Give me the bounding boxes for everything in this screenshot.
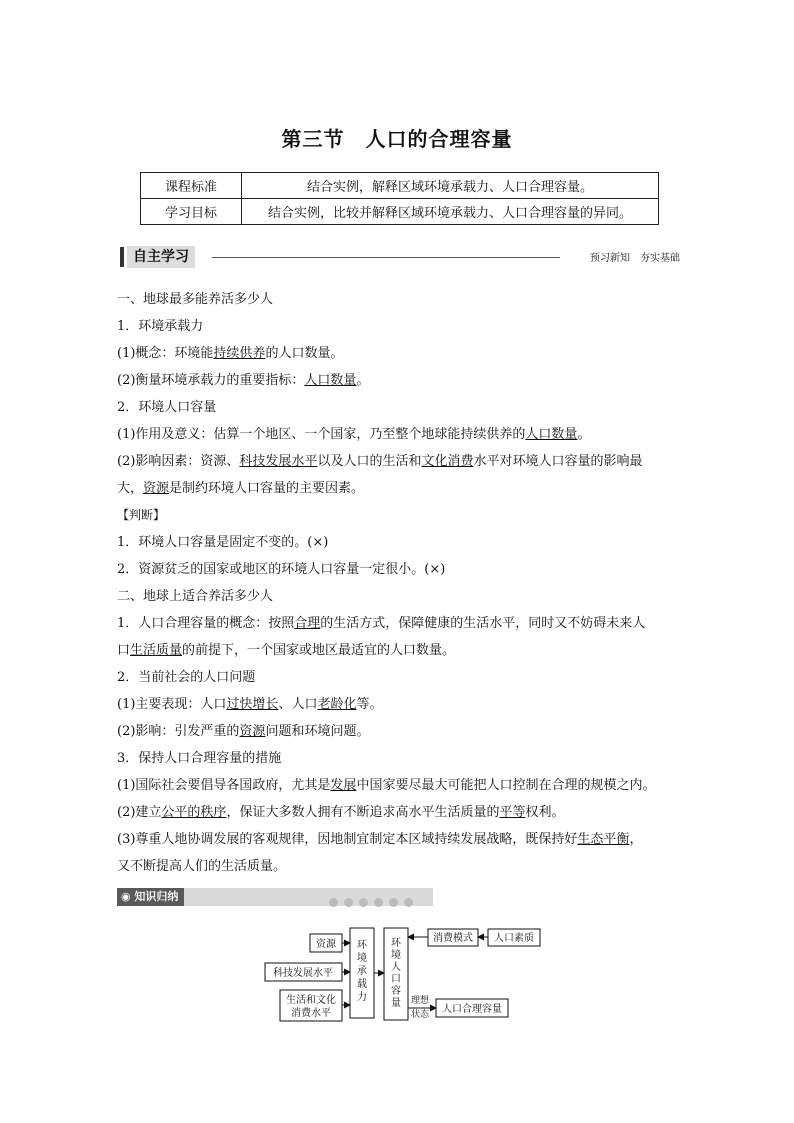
- popcap-char: 量: [391, 998, 401, 1009]
- capacity-char: 载: [357, 979, 367, 990]
- capacity-char: 境: [357, 953, 367, 964]
- life-text-2: 消费水平: [291, 1008, 331, 1019]
- page-title: 第三节 人口的合理容量: [281, 127, 513, 151]
- text-line: [117, 772, 687, 799]
- knowledge-summary-header: [117, 888, 433, 906]
- capacity-char: 环: [357, 940, 367, 951]
- answer-blank: 资源: [143, 481, 170, 496]
- text-segment: 。: [577, 427, 591, 442]
- text-segment: (2)影响因素：资源、: [117, 454, 240, 469]
- subheading-line: 1．环境承载力: [117, 319, 204, 334]
- judge-label: 【判断】: [117, 508, 166, 522]
- answer-blank: 科技发展水平: [239, 454, 318, 469]
- text-line: [117, 367, 687, 394]
- section-bar: [120, 247, 124, 267]
- section-rule: [212, 257, 560, 258]
- text-line: [117, 718, 687, 745]
- answer-blank: 生活质量: [130, 643, 183, 658]
- text-segment: 水平对环境人口容量的影响最: [473, 454, 643, 469]
- answer-blank: 人口数量: [304, 373, 357, 388]
- table-row: [141, 199, 659, 225]
- popcap-char: 口: [391, 974, 401, 985]
- popcap-char: 人: [391, 962, 401, 973]
- answer-blank: 人口数量: [525, 427, 578, 442]
- tech-text: 科技发展水平: [273, 968, 333, 979]
- answer-blank: 资源: [239, 724, 266, 739]
- text-line: [117, 448, 687, 475]
- text-segment: 1．人口合理容量的概念：按照: [117, 616, 295, 631]
- heading-line: 二、地球上适合养活多少人: [117, 589, 274, 604]
- text-segment: (3)尊重人地协调发展的客观规律，因地制宜制定本区域持续发展战略，既保持好: [117, 832, 578, 847]
- knowledge-label: ◉ 知识归纳: [117, 888, 184, 906]
- text-segment: 的前提下，一个国家或地区最适宜的人口数量。: [182, 643, 456, 658]
- text-line: [117, 691, 687, 718]
- concept-diagram: [262, 924, 552, 1024]
- text-segment: ，: [629, 832, 643, 847]
- reasonable-text: 人口合理容量: [442, 1004, 502, 1015]
- popcap-char: 容: [391, 986, 401, 997]
- answer-blank: 老龄化: [317, 697, 357, 712]
- answer-blank: 公平的秩序: [161, 805, 227, 820]
- text-segment: 、人口: [278, 697, 318, 712]
- table-value: 结合实例，解释区域环境承载力、人口合理容量。: [242, 173, 659, 199]
- text-segment: (1)主要表现：人口: [117, 697, 227, 712]
- ideal-text-1: 理想: [410, 996, 430, 1006]
- text-line: [117, 637, 687, 664]
- text-segment: (1)国际社会要倡导各国政府，尤其是: [117, 778, 331, 793]
- capacity-char: 力: [357, 992, 367, 1003]
- text-line: [117, 826, 687, 853]
- judge-item: 1．环境人口容量是固定不变的。(×): [117, 535, 329, 550]
- answer-blank: 生态平衡: [577, 832, 630, 847]
- decorative-dots: [329, 892, 419, 911]
- capacity-char: 承: [357, 966, 367, 977]
- text-segment: 问题和环境问题。: [265, 724, 370, 739]
- resource-text: 资源: [316, 939, 336, 950]
- text-segment: 中国家要尽最大可能把人口控制在合理的规模之内。: [356, 778, 656, 793]
- text-segment: (2)衡量环境承载力的重要指标：: [117, 373, 305, 388]
- text-segment: (2)建立: [117, 805, 162, 820]
- heading-line: 一、地球最多能养活多少人: [117, 292, 274, 307]
- popcap-char: 境: [391, 950, 401, 961]
- judge-item: 2．资源贫乏的国家或地区的环境人口容量一定很小。(×): [117, 562, 446, 577]
- text-line: [117, 799, 687, 826]
- text-line: [117, 421, 687, 448]
- consumption-text: 消费模式: [433, 933, 473, 944]
- quality-text: 人口素质: [494, 933, 534, 944]
- text-line: 又不断提高人们的生活质量。: [117, 859, 287, 874]
- text-segment: ，保证大多数人拥有不断追求高水平生活质量的: [226, 805, 500, 820]
- answer-blank: 发展: [330, 778, 357, 793]
- text-segment: 等。: [356, 697, 383, 712]
- table-row: [141, 173, 659, 199]
- text-segment: 权利。: [525, 805, 565, 820]
- text-segment: 的生活方式，保障健康的生活水平，同时又不妨碍未来人: [320, 616, 646, 631]
- section-header: [120, 246, 680, 268]
- text-segment: 以及人口的生活和: [317, 454, 422, 469]
- life-text-1: 生活和文化: [286, 995, 336, 1006]
- text-segment: 。: [356, 373, 370, 388]
- answer-blank: 持续供养: [213, 346, 266, 361]
- popcap-char: 环: [391, 938, 401, 949]
- section-tagline: 预习新知 夯实基础: [590, 253, 680, 264]
- answer-blank: 平等: [499, 805, 526, 820]
- subheading-line: 2．当前社会的人口问题: [117, 670, 256, 685]
- text-segment: (1)概念：环境能: [117, 346, 214, 361]
- text-line: [117, 475, 687, 502]
- table-key: 学习目标: [141, 199, 242, 225]
- text-line: [117, 340, 687, 367]
- section-label: 自主学习: [127, 246, 195, 268]
- text-segment: 是制约环境人口容量的主要因素。: [169, 481, 365, 496]
- subheading-line: 3．保持人口合理容量的措施: [117, 751, 282, 766]
- study-content: [117, 286, 687, 880]
- text-segment: (1)作用及意义：估算一个地区、一个国家，乃至整个地球能持续供养的: [117, 427, 526, 442]
- text-segment: 口: [117, 643, 131, 658]
- answer-blank: 文化消费: [421, 454, 474, 469]
- subheading-line: 2．环境人口容量: [117, 400, 217, 415]
- text-segment: 的人口数量。: [265, 346, 344, 361]
- text-line: [117, 610, 687, 637]
- text-segment: 大，: [117, 481, 144, 496]
- answer-blank: 合理: [294, 616, 321, 631]
- ideal-text-2: 状态: [410, 1010, 430, 1020]
- table-key: 课程标准: [141, 173, 242, 199]
- answer-blank: 过快增长: [226, 697, 279, 712]
- text-segment: (2)影响：引发严重的: [117, 724, 240, 739]
- table-value: 结合实例，比较并解释区域环境承载力、人口合理容量的异同。: [242, 199, 659, 225]
- curriculum-table: [140, 172, 659, 225]
